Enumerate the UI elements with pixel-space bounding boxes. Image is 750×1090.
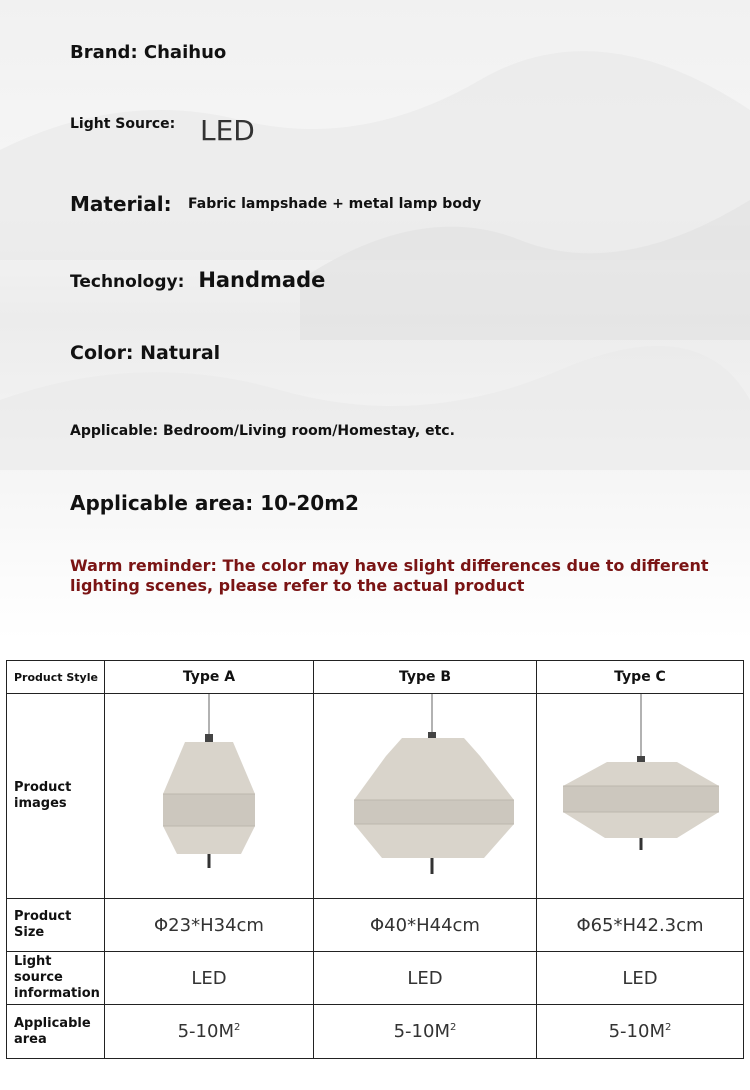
area-type-c-unit: 2	[665, 1022, 672, 1033]
lamp-image-type-a	[105, 694, 314, 899]
row-label-area: Applicable area	[7, 1005, 105, 1059]
row-label-size: Product Size	[7, 899, 105, 952]
light-type-c: LED	[537, 952, 744, 1005]
technology-value: Handmade	[198, 268, 326, 292]
light-source-spec	[70, 114, 255, 147]
header-type-a: Type A	[105, 661, 314, 694]
table-row-size	[7, 899, 744, 952]
applicable-spec	[70, 423, 455, 439]
color-spec	[70, 342, 220, 364]
material-label: Material:	[70, 192, 172, 216]
size-type-a: Φ23*H34cm	[105, 899, 314, 952]
technology-spec	[70, 268, 325, 292]
size-type-b: Φ40*H44cm	[314, 899, 537, 952]
material-value: Fabric lampshade + metal lamp body	[188, 196, 482, 212]
table-row-area	[7, 1005, 744, 1059]
area-type-a	[105, 1005, 314, 1059]
area-type-a-unit: 2	[234, 1022, 241, 1033]
table-row-images	[7, 694, 744, 899]
area-type-c	[537, 1005, 744, 1059]
lamp-image-type-c	[537, 694, 744, 899]
applicable-text: Applicable: Bedroom/Living room/Homestay, etc.	[70, 423, 455, 439]
light-source-value: LED	[200, 114, 255, 147]
area-type-a-value: 5-10M	[177, 1021, 234, 1042]
light-source-label: Light Source:	[70, 116, 176, 132]
material-spec	[70, 192, 482, 216]
area-type-b-value: 5-10M	[393, 1021, 450, 1042]
table-row-light-source	[7, 952, 744, 1005]
area-type-b	[314, 1005, 537, 1059]
header-type-c: Type C	[537, 661, 744, 694]
brand-text: Brand: Chaihuo	[70, 42, 227, 63]
lamp-image-type-b	[314, 694, 537, 899]
header-product-style: Product Style	[7, 661, 105, 694]
area-type-b-unit: 2	[450, 1022, 457, 1033]
area-type-c-value: 5-10M	[608, 1021, 665, 1042]
header-type-b: Type B	[314, 661, 537, 694]
color-text: Color: Natural	[70, 342, 221, 364]
row-label-light-source: Light source information	[7, 952, 105, 1005]
applicable-area-spec	[70, 491, 359, 515]
light-type-a: LED	[105, 952, 314, 1005]
warm-reminder: Warm reminder: The color may have slight differences due to different lighting scenes, please refer to the actual product	[70, 556, 709, 595]
technology-label: Technology:	[70, 272, 185, 292]
table-header-row	[7, 661, 744, 694]
row-label-images: Product images	[7, 694, 105, 899]
size-type-c: Φ65*H42.3cm	[537, 899, 744, 952]
light-type-b: LED	[314, 952, 537, 1005]
product-table	[6, 660, 744, 1059]
brand-spec	[70, 42, 226, 63]
applicable-area-text: Applicable area: 10-20m2	[70, 491, 359, 515]
